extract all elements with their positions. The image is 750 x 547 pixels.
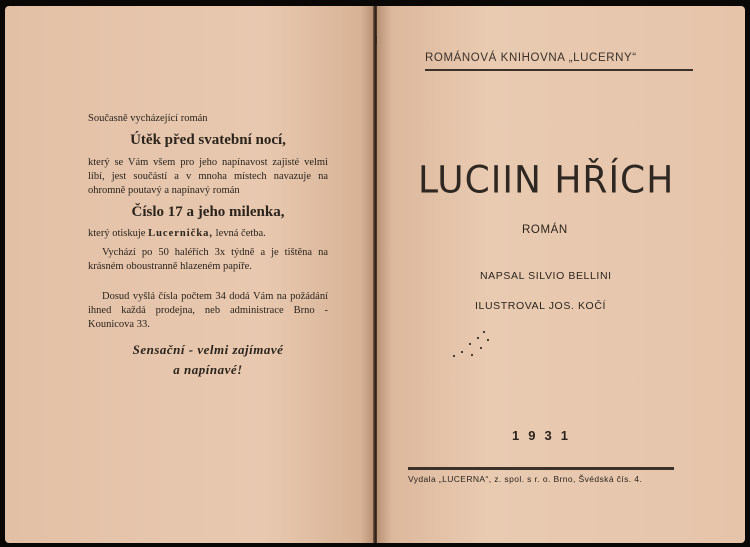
magazine-name: Lucernička, bbox=[148, 228, 214, 239]
para-2-suffix: levná četba. bbox=[215, 228, 266, 239]
author-line: NAPSAL SILVIO BELLINI bbox=[480, 270, 612, 282]
slogan-line-2: a napínavé! bbox=[173, 362, 243, 377]
genre-label: ROMÁN bbox=[522, 224, 568, 236]
advert-title-1: Útěk před svatební nocí, bbox=[130, 132, 286, 148]
publisher-line: Vydala „LUCERNA“, z. spol. s r. o. Brno, Švédská čís. 4. bbox=[408, 474, 643, 484]
ornament-dots-icon bbox=[448, 328, 498, 364]
advert-paragraph-3: Vychází po 50 haléřích 3x týdně a je tištěna na krásném oboustranně hlazeném papíře. bbox=[88, 247, 328, 272]
advert-title-2: Číslo 17 a jeho milenka, bbox=[131, 204, 285, 220]
advert-paragraph-2 bbox=[88, 227, 328, 241]
advert-paragraph-1: který se Vám všem pro jeho napínavost zajisté velmi líbí, jest součástí a v mnoha místech navazuje na ohromně poutavý a napínavý román bbox=[88, 157, 328, 196]
series-underline bbox=[425, 69, 693, 71]
left-page bbox=[5, 6, 375, 543]
slogan bbox=[88, 340, 328, 380]
intro-text: Současně vycházející román bbox=[88, 113, 208, 124]
illustrator-line: ILUSTROVAL JOS. KOČÍ bbox=[475, 300, 607, 312]
para-2-prefix: který otiskuje bbox=[88, 228, 146, 239]
publisher-rule bbox=[408, 467, 674, 470]
slogan-line-1: Sensační - velmi zajímavé bbox=[132, 342, 284, 357]
advert-paragraph-4: Dosud vyšlá čísla počtem 34 dodá Vám na požádání ihned každá prodejna, neb administrace Brno - Kounicova 33. bbox=[88, 291, 328, 330]
publication-year: 1931 bbox=[512, 428, 577, 443]
series-name: ROMÁNOVÁ KNIHOVNA „LUCERNY“ bbox=[425, 52, 637, 64]
book-title: LUCIIN HŘÍCH bbox=[418, 158, 675, 203]
